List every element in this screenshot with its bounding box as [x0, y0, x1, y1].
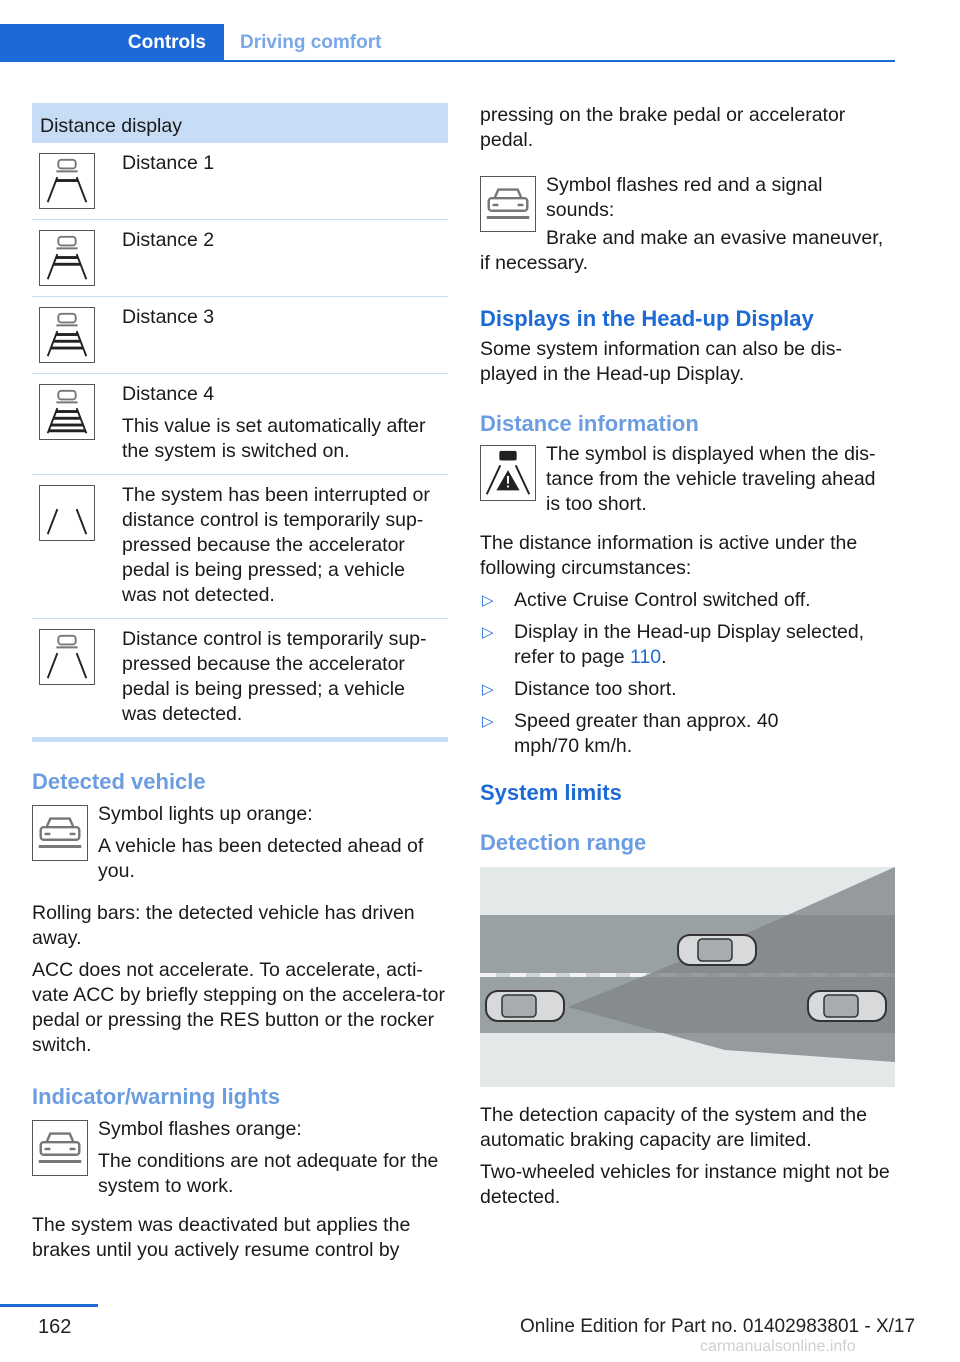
table-row	[32, 220, 448, 297]
circumstances-list	[480, 588, 895, 759]
distance-display-table	[32, 103, 448, 742]
bullet-triangle-icon: ▷	[482, 681, 494, 698]
table-row	[32, 475, 448, 619]
row-text: Distance 4	[122, 383, 215, 405]
left-column	[32, 103, 448, 1270]
hud-paragraph: Some system information can also be dis‐played in the Head-up Display.	[480, 338, 842, 385]
detection-capacity-paragraph: The detection capacity of the system and the automatic braking capacity are limited.	[480, 1104, 867, 1151]
detected-vehicle-text-2: A vehicle has been detected ahead of you.	[98, 835, 424, 882]
row-text: This value is set automatically after the system is switched on.	[122, 415, 426, 462]
table-header: Distance display	[32, 103, 448, 143]
edition-text: Online Edition for Part no. 01402983801 - X/17	[520, 1316, 916, 1337]
brake-continuation: pressing on the brake pedal or accelerator pedal.	[480, 104, 846, 151]
distance-1-icon	[39, 153, 95, 209]
tab-controls[interactable]: Controls	[0, 24, 224, 62]
row-text: Distance control is temporarily sup‐pressed because the accelerator pedal is being pressed; a vehicle was detected.	[122, 628, 427, 725]
footer-rule	[0, 1304, 98, 1307]
red-warning-text-2: Brake and make an evasive maneuver, if necessary.	[480, 227, 884, 274]
acc-paragraph: ACC does not accelerate. To accelerate, acti‐vate ACC by briefly stepping on the accelera‐tor pedal or pressing the RES button or the rocker switch.	[32, 959, 445, 1056]
tab-driving-comfort[interactable]: Driving comfort	[240, 32, 382, 53]
vehicle-red-warning-icon	[480, 176, 536, 232]
watermark: carmanualsonline.info	[700, 1338, 856, 1355]
header-divider	[0, 60, 895, 62]
distance-info-heading: Distance information	[480, 411, 699, 436]
detected-vehicle-block	[32, 802, 448, 891]
deactivated-paragraph: The system was deactivated but applies the brakes until you actively resume control by	[32, 1214, 411, 1261]
interrupted-icon	[39, 485, 95, 541]
table-row	[32, 619, 448, 737]
indicator-text-2: The conditions are not adequate for the system to work.	[98, 1150, 439, 1197]
list-item: ▷ Display in the Head-up Display selected, refer to page 110.	[482, 621, 865, 668]
list-item: ▷ Distance too short.	[482, 678, 677, 700]
table-row	[32, 143, 448, 220]
car-ahead-same-lane	[808, 991, 886, 1021]
distance-info-paragraph: The distance information is active under the following circumstances:	[480, 532, 858, 579]
table-row	[32, 374, 448, 475]
detected-vehicle-heading: Detected vehicle	[32, 769, 206, 794]
detected-vehicle-text-1: Symbol lights up orange:	[98, 803, 313, 825]
distance-4-icon	[39, 384, 95, 440]
hud-heading: Displays in the Head-up Display	[480, 306, 814, 331]
indicator-heading: Indicator/warning lights	[32, 1084, 281, 1109]
indicator-text-1: Symbol flashes orange:	[98, 1118, 302, 1140]
row-text: Distance 1	[122, 152, 215, 174]
row-text: The system has been interrupted or distance control is temporarily sup‐pressed because the accelerator pedal is being pressed; a vehicle was not detected.	[122, 484, 430, 606]
bullet-triangle-icon: ▷	[482, 624, 494, 641]
vehicle-warning-icon	[32, 1120, 88, 1176]
list-item: ▷ Speed greater than approx. 40 mph/70 km/h.	[482, 710, 779, 757]
row-text: Distance 2	[122, 229, 215, 251]
own-car	[486, 991, 564, 1021]
distance-2-icon	[39, 230, 95, 286]
bullet-triangle-icon: ▷	[482, 713, 494, 730]
red-warning-text-1: Symbol flashes red and a signal sounds:	[546, 174, 823, 221]
table-row	[32, 297, 448, 374]
detection-range-illustration	[480, 867, 895, 1087]
distance-info-block	[480, 442, 895, 524]
list-item: ▷ Active Cruise Control switched off.	[482, 589, 811, 611]
right-column	[480, 103, 895, 1217]
suppressed-vehicle-icon	[39, 629, 95, 685]
distance-info-icon-text: The symbol is displayed when the dis‐tance from the vehicle traveling ahead is too short.	[546, 443, 876, 515]
page-number: 162	[38, 1316, 72, 1338]
rolling-bars-paragraph: Rolling bars: the detected vehicle has driven away.	[32, 902, 415, 949]
distance-warning-icon	[480, 445, 536, 501]
detection-range-heading: Detection range	[480, 830, 647, 855]
row-text: Distance 3	[122, 306, 215, 328]
red-warning-block	[480, 173, 895, 232]
page-ref-link[interactable]: 110	[630, 646, 662, 668]
two-wheeled-paragraph: Two-wheeled vehicles for instance might not be detected.	[480, 1161, 890, 1208]
system-limits-heading: System limits	[480, 780, 622, 805]
distance-3-icon	[39, 307, 95, 363]
indicator-block	[32, 1117, 448, 1206]
page-header	[0, 24, 895, 62]
vehicle-symbol-icon	[32, 805, 88, 861]
car-ahead-top	[678, 935, 756, 965]
bullet-triangle-icon: ▷	[482, 592, 494, 609]
